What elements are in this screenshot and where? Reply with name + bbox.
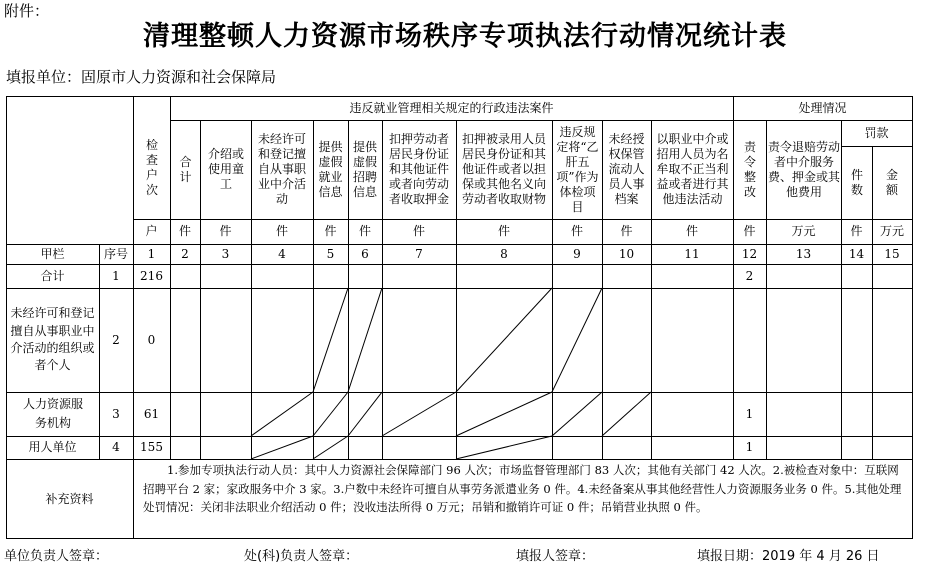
header-false-info: 提供虚假就业信息 bbox=[318, 139, 343, 199]
index-num: 1 bbox=[147, 246, 156, 261]
header-archive: 未经授权保管流动人员人事档案 bbox=[608, 132, 645, 206]
index-num: 11 bbox=[684, 246, 700, 261]
header-false-recruit: 提供虚假招聘信息 bbox=[352, 139, 377, 199]
footer-date: 填报日期：2019 年 4 月 26 日 bbox=[697, 549, 880, 564]
header-fine-amount: 金额 bbox=[885, 167, 898, 197]
row-inspected: 155 bbox=[140, 440, 163, 455]
fines-group-header: 罚款 bbox=[864, 125, 889, 140]
unit-cell: 件 bbox=[743, 224, 756, 239]
header-hepatitis: 违反规定将“乙肝五项”作为体检项目 bbox=[556, 124, 599, 214]
row-label-employer: 用人单位 bbox=[28, 440, 77, 455]
index-num: 12 bbox=[741, 246, 758, 261]
row-inspected: 216 bbox=[140, 268, 163, 283]
index-num: 5 bbox=[326, 246, 335, 261]
unit-cell: 万元 bbox=[791, 224, 816, 239]
unit-cell: 件 bbox=[570, 224, 583, 239]
row-seq: 2 bbox=[112, 332, 120, 347]
footer-dept-leader-sign: 处(科)负责人签章： bbox=[244, 549, 359, 564]
row-rectify: 2 bbox=[745, 268, 754, 283]
header-fine-count: 件数 bbox=[850, 167, 863, 197]
unit-cell: 件 bbox=[358, 224, 371, 239]
header-rectify: 责令整改 bbox=[743, 139, 756, 199]
row-label-total: 合计 bbox=[40, 268, 65, 283]
index-num: 3 bbox=[221, 246, 230, 261]
index-seq: 序号 bbox=[103, 246, 128, 261]
footer-leader-sign: 单位负责人签章： bbox=[4, 549, 109, 564]
index-label: 甲栏 bbox=[40, 246, 65, 261]
unit-cell: 件 bbox=[324, 224, 337, 239]
index-num: 13 bbox=[795, 246, 812, 261]
footer-filler-sign: 填报人签章： bbox=[516, 549, 595, 564]
index-num: 6 bbox=[361, 246, 369, 261]
row-rectify bbox=[733, 288, 766, 392]
row-seq: 4 bbox=[112, 440, 120, 455]
row-inspected: 0 bbox=[147, 332, 156, 347]
supplement-text: 1.参加专项执法行动人员：其中人力资源社会保障部门 96 人次；市场监督管理部门 83 人次；其他有关部门 42 人次。2.被检查对象中：互联网招聘平台 2 家；家政服务中介 3 家。3.户数中未经许可擅自从事劳务派遣业务 0 件。4.未经备案从事其他经营性人力资源服务业务 0 件。5.其他处理处罚情况：关闭非法职业介绍活动 0 件；没收违法所得 0 万元；吊销和撤销许可证 0 件；吊销营业执照 0 件。 bbox=[143, 463, 902, 514]
page-title: 清理整顿人力资源市场秩序专项执法行动情况统计表 bbox=[143, 21, 787, 52]
row-label-hr-agency: 人力资源服务机构 bbox=[22, 396, 83, 430]
header-total: 合计 bbox=[179, 154, 192, 184]
unit-cell: 件 bbox=[620, 224, 633, 239]
unit-cell: 件 bbox=[497, 224, 510, 239]
header-refund: 责令退赔劳动者中介服务费、押金或其他费用 bbox=[768, 139, 841, 199]
unit-cell: 件 bbox=[275, 224, 288, 239]
fill-unit: 填报单位：固原市人力资源和社会保障局 bbox=[6, 68, 277, 86]
attachment-label: 附件： bbox=[4, 2, 50, 20]
index-num: 8 bbox=[500, 246, 508, 261]
unit-cell: 件 bbox=[412, 224, 425, 239]
header-inspected: 检查户次 bbox=[145, 137, 158, 197]
index-num: 9 bbox=[573, 246, 581, 261]
unit-cell: 件 bbox=[850, 224, 863, 239]
row-rectify: 1 bbox=[745, 440, 754, 455]
index-num: 7 bbox=[415, 246, 423, 261]
index-num: 14 bbox=[848, 246, 865, 261]
unit-cell: 户 bbox=[145, 224, 158, 239]
row-inspected: 61 bbox=[143, 406, 160, 421]
index-num: 2 bbox=[181, 246, 189, 261]
row-seq: 3 bbox=[112, 406, 120, 421]
index-num: 4 bbox=[278, 246, 286, 261]
row-seq: 1 bbox=[112, 268, 120, 283]
header-unlicensed: 未经许可和登记擅自从事职业中介活动 bbox=[257, 132, 306, 206]
row-rectify: 1 bbox=[745, 406, 754, 421]
unit-cell: 万元 bbox=[879, 224, 904, 239]
row-label-unlicensed-org: 未经许可和登记擅自从事职业中介活动的组织或者个人 bbox=[10, 306, 95, 373]
violations-group-header: 违反就业管理相关规定的行政违法案件 bbox=[349, 100, 554, 115]
statistics-table bbox=[6, 96, 913, 539]
header-detain-docs: 扣押劳动者居民身份证和其他证件或者向劳动者收取押金 bbox=[388, 132, 449, 206]
supplement-label: 补充资料 bbox=[45, 491, 94, 506]
handling-group-header: 处理情况 bbox=[798, 100, 847, 115]
header-detain-property: 扣押被录用人员居民身份证和其他证件或者以担保或其他名义向劳动者收取财物 bbox=[461, 132, 546, 206]
unit-cell: 件 bbox=[178, 224, 191, 239]
unit-cell: 件 bbox=[219, 224, 232, 239]
header-child-labor: 介绍或使用童工 bbox=[207, 147, 244, 191]
unit-cell: 件 bbox=[685, 224, 698, 239]
index-num: 15 bbox=[884, 246, 900, 261]
index-num: 10 bbox=[618, 246, 635, 261]
header-fraud: 以职业中介或招用人员为名牟取不正当利益或者进行其他违法活动 bbox=[656, 132, 729, 206]
